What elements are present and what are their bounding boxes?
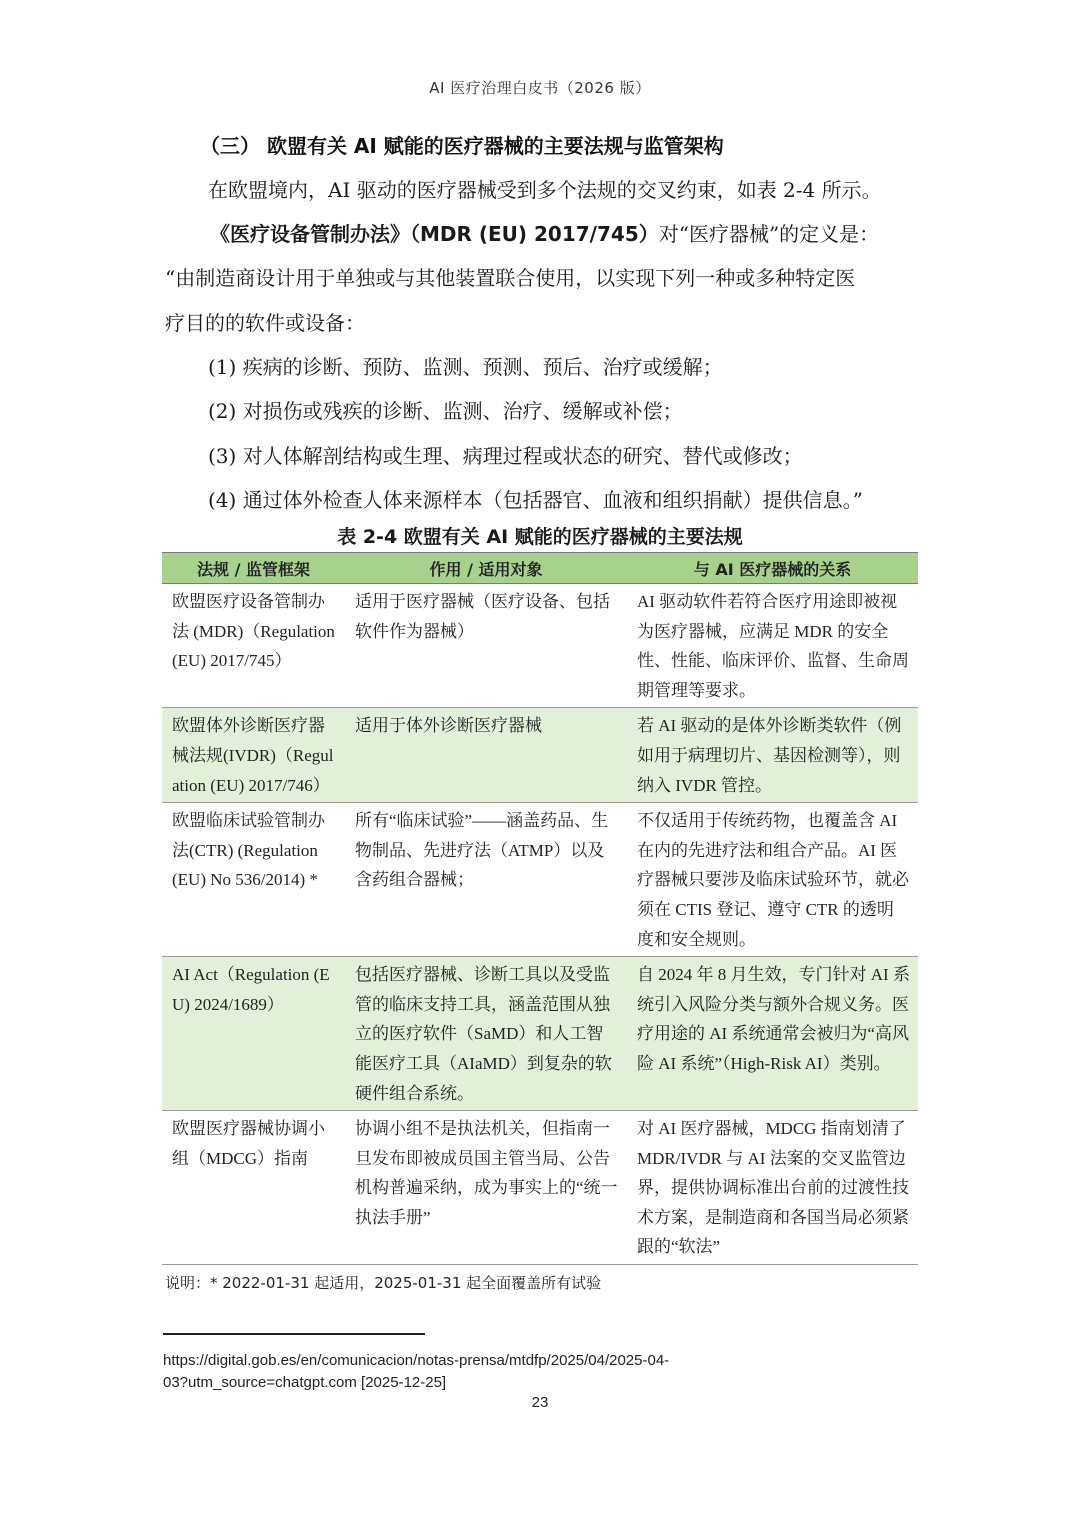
footnote [163,1350,669,1394]
page-header: AI 医疗治理白皮书（2026 版） [429,79,651,97]
list-item: (3) 对人体解剖结构或生理、病理过程或状态的研究、替代或修改； [208,444,803,468]
scope-cell: 所有“临床试验”——涵盖药品、生物制品、先进疗法（ATMP）以及含药组合器械； [345,803,627,957]
scope-cell: 协调小组不是执法机关，但指南一旦发布即被成员国主管当局、公告机构普遍采纳，成为事实上的“统一执法手册” [345,1111,627,1265]
quote-line-1: “由制造商设计用于单独或与其他装置联合使用，以实现下列一种或多种特定医 [165,266,856,290]
scope-cell: 适用于体外诊断医疗器械 [345,708,627,803]
mdr-title: 《医疗设备管制办法》（MDR (EU) 2017/745） [210,222,659,246]
relation-cell: 自 2024 年 8 月生效，专门针对 AI 系统引入风险分类与额外合规义务。医疗用途的 AI 系统通常会被归为“高风险 AI 系统”（High-Risk AI）类别。 [627,957,918,1111]
relation-cell: AI 驱动软件若符合医疗用途即被视为医疗器械，应满足 MDR 的安全性、性能、临床评价、监督、生命周期管理等要求。 [627,584,918,708]
table-header-row [162,553,918,584]
regulation-cell: 欧盟医疗设备管制办法 (MDR)（Regulation (EU) 2017/745） [162,584,345,708]
regulation-cell: 欧盟体外诊断医疗器械法规(IVDR)（Regulation (EU) 2017/746） [162,708,345,803]
footnote-link[interactable]: https://digital.gob.es/en/comunicacion/notas-prensa/mtdfp/2025/04/2025-04- [163,1352,670,1369]
scope-cell: 适用于医疗器械（医疗设备、包括软件作为器械） [345,584,627,708]
paragraph-intro: 在欧盟境内，AI 驱动的医疗器械受到多个法规的交叉约束，如表 2-4 所示。 [208,178,882,202]
table-row [162,708,918,803]
footnote-divider [163,1333,425,1335]
table-row [162,584,918,708]
relation-cell: 不仅适用于传统药物，也覆盖含 AI 在内的先进疗法和组合产品。AI 医疗器械只要涉及临床试验环节，就必须在 CTIS 登记、遵守 CTR 的透明度和安全规则。 [627,803,918,957]
page-number: 23 [531,1394,549,1411]
table-row [162,957,918,1111]
column-header: 法规 / 监管框架 [162,553,345,584]
table-row [162,1111,918,1265]
paragraph-mdr-definition [210,212,879,257]
table-caption: 表 2-4 欧盟有关 AI 赋能的医疗器械的主要法规 [337,526,743,548]
list-item: (2) 对损伤或残疾的诊断、监测、治疗、缓解或补偿； [208,399,683,423]
regulation-cell: 欧盟医疗器械协调小组（MDCG）指南 [162,1111,345,1265]
footnote-link-continued[interactable]: 03?utm_source=chatgpt.com [2025-12-25] [163,1374,447,1391]
scope-cell: 包括医疗器械、诊断工具以及受监管的临床支持工具，涵盖范围从独立的医疗软件（SaMD）和人工智能医疗工具（AIaMD）到复杂的软硬件组合系统。 [345,957,627,1111]
table-row [162,803,918,957]
column-header: 作用 / 适用对象 [345,553,627,584]
section-heading: （三） 欧盟有关 AI 赋能的医疗器械的主要法规与监管架构 [200,134,724,158]
regulation-table [162,552,918,1265]
list-item: (4) 通过体外检查人体来源样本（包括器官、血液和组织捐献）提供信息。” [208,488,863,512]
regulation-cell: AI Act（Regulation (EU) 2024/1689） [162,957,345,1111]
table-note: 说明：* 2022-01-31 起适用，2025-01-31 起全面覆盖所有试验 [165,1274,602,1292]
quote-line-2: 疗目的的软件或设备： [165,311,365,335]
regulation-cell: 欧盟临床试验管制办法(CTR) (Regulation (EU) No 536/2014) * [162,803,345,957]
relation-cell: 若 AI 驱动的是体外诊断类软件（例如用于病理切片、基因检测等），则纳入 IVDR 管控。 [627,708,918,803]
list-item: (1) 疾病的诊断、预防、监测、预测、预后、治疗或缓解； [208,355,723,379]
relation-cell: 对 AI 医疗器械，MDCG 指南划清了 MDR/IVDR 与 AI 法案的交叉监管边界，提供协调标准出台前的过渡性技术方案，是制造商和各国当局必须紧跟的“软法” [627,1111,918,1265]
column-header: 与 AI 医疗器械的关系 [627,553,918,584]
mdr-definition-lead: 对“医疗器械”的定义是： [658,222,880,246]
